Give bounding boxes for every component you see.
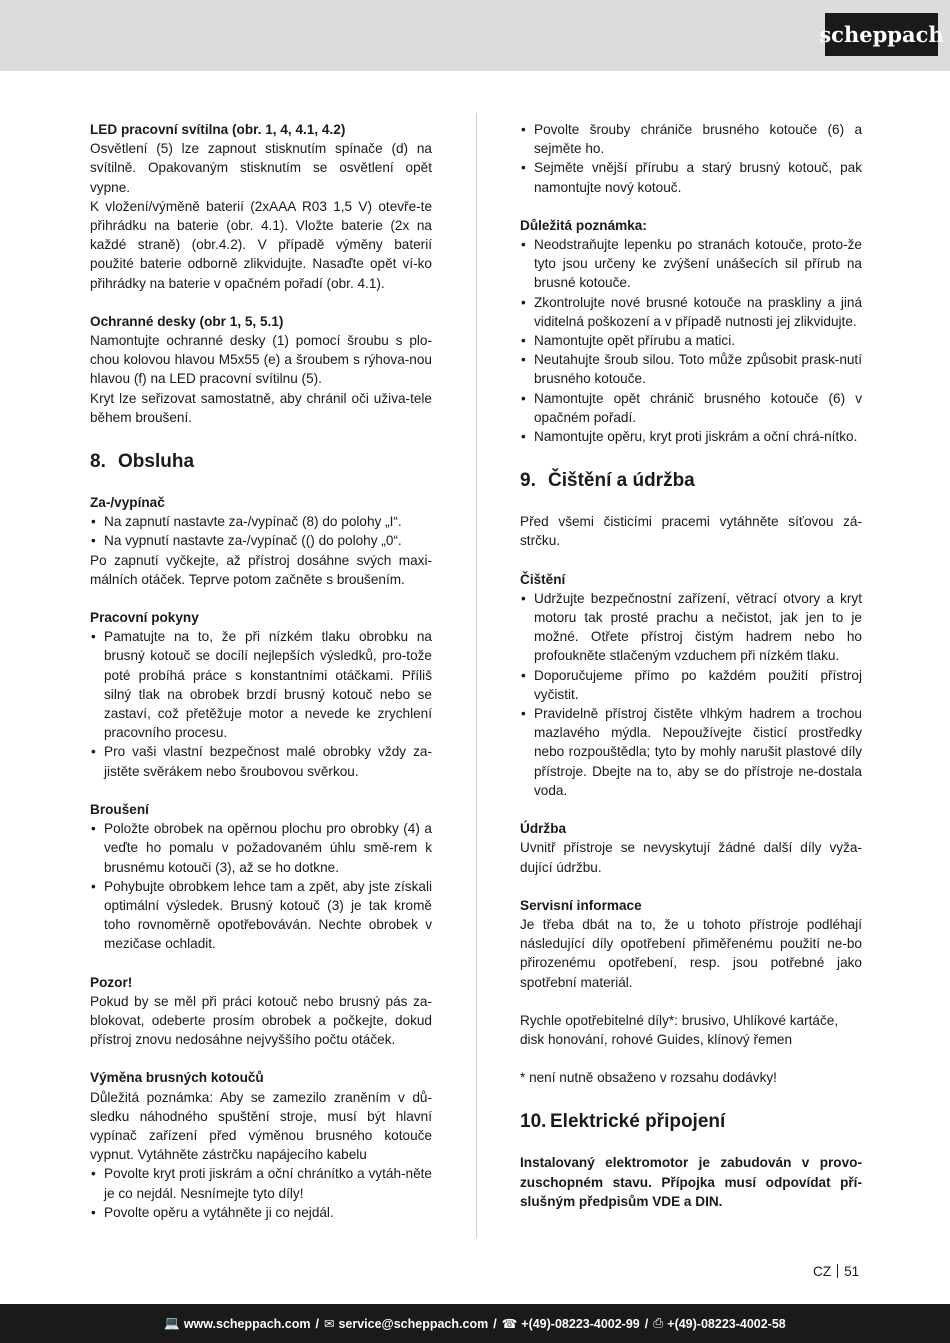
list-item: • Na vypnutí nastavte za-/vypínač (() do polohy „0“.: [90, 531, 432, 550]
list-item: • Neutahujte šroub silou. Toto může způsobit prask-nutí brusného kotouče.: [520, 350, 862, 388]
maintenance-heading: Údržba: [520, 821, 567, 837]
replace-cont-list: [520, 120, 862, 197]
caution-heading: Pozor!: [90, 974, 133, 990]
phone-icon: ☎: [501, 1317, 518, 1331]
section-9-heading: 9. Čištění a údržba: [520, 470, 695, 492]
list-item: • Povolte šrouby chrániče brusného kotouče (6) a sejměte ho.: [520, 120, 862, 158]
footer-bar: 💻 www.scheppach.com / ✉ service@scheppach.com / ☎ +(49)-08223-4002-99 / ⎙ +(49)-08223-4002-58: [0, 1304, 950, 1343]
replace-heading: Výměna brusných kotoučů: [90, 1070, 264, 1086]
switch-text: Po zapnutí vyčkejte, až přístroj dosáhne svých maxi-málních otáček. Teprve potom začněte s broušením.: [90, 552, 432, 587]
column-divider: [476, 113, 477, 1238]
list-item: • Neodstraňujte lepenku po stranách kotouče, proto-že tyto jsou určeny ke zvýšení unášecích sil přírub na brusné kotouče.: [520, 235, 862, 293]
page-number: CZ 51: [813, 1264, 860, 1279]
note-list: [520, 235, 862, 446]
cleaning-heading: Čištění: [520, 571, 566, 587]
brand-logo: scheppach: [825, 13, 938, 56]
list-item: • Pamatujte na to, že při nízkém tlaku obrobku na brusný kotouč se docílí nejlepších výsledků, pro-tože poté probíhá práce s konstantními otáčkami. Příliš silný tlak na obrobek brzdí brusný kotouč nebo se zastaví, což přetěžuje motor a nevede ke zrychlení pracovního procesu.: [90, 627, 432, 742]
guards-heading: Ochranné desky (obr 1, 5, 5.1): [90, 313, 284, 329]
note-heading: Důležitá poznámka:: [520, 217, 647, 233]
list-item: • Sejměte vnější přírubu a starý brusný kotouč, pak namontujte nový kotouč.: [520, 158, 862, 196]
list-item: • Položte obrobek na opěrnou plochu pro obrobky (4) a veďte ho pomalu v požadovaném úhlu smě-rem k brusnému kotouči (3), až se ho dotkne.: [90, 819, 432, 877]
list-item: • Povolte opěru a vytáhněte ji co nejdál.: [90, 1203, 432, 1222]
right-column: [520, 120, 862, 1211]
guards-text-1: Namontujte ochranné desky (1) pomocí šroubu s plo-chou kolovou hlavou M5x55 (e) a šroubem s rýhova-nou hlavou (f) na LED pracovní svítilnu (5).: [90, 333, 432, 387]
section-8-heading: 8. Obsluha: [90, 451, 195, 473]
led-text-2: K vložení/výměně baterií (2xAAA R03 1,5 V) otevře-te přihrádku na baterie (obr. 4.1). Vložte baterie (2x na každé straně) (obr.4.2). V případě výměny baterií použité baterie odborně zlikvidujte. Nasaďte opět ví-ko přihrádky na baterie v opačném pořadí (obr. 4.1).: [90, 198, 432, 291]
section-10-heading: 10. Elektrické připojení: [520, 1111, 726, 1133]
footer-email[interactable]: service@scheppach.com: [338, 1316, 489, 1331]
list-item: • Namontujte opět chránič brusného kotouče (6) v opačném pořadí.: [520, 389, 862, 427]
left-column: [90, 120, 432, 1222]
footer-website[interactable]: www.scheppach.com: [183, 1316, 311, 1331]
grinding-heading: Broušení: [90, 801, 149, 817]
list-item: • Namontujte opět přírubu a matici.: [520, 331, 862, 350]
led-heading: LED pracovní svítilna (obr. 1, 4, 4.1, 4.2): [90, 122, 346, 137]
work-list: [90, 627, 432, 781]
switch-heading: Za-/vypínač: [90, 495, 165, 511]
maintenance-text: Uvnitř přístroje se nevyskytují žádné další díly vyža-dující údržbu.: [520, 840, 862, 875]
switch-list: [90, 512, 432, 550]
list-item: • Udržujte bezpečnostní zařízení, větrací otvory a kryt motoru tak prosté prachu a nečistot, jak jen to je možné. Otřete přístroj čistým hadrem nebo ho profoukněte stlačeným vzduchem při nízkém tlaku.: [520, 589, 862, 666]
list-item: • Povolte kryt proti jiskrám a oční chránítko a vytáh-něte je co nejdál. Nesnímejte tyto díly!: [90, 1164, 432, 1202]
cleaning-list: [520, 589, 862, 800]
list-item: • Pravidelně přístroj čistěte vlhkým hadrem a trochou mazlavého mýdla. Nepoužívejte čisticí prostředky nebo rozpouštědla; tyto by mohly narušit plastové díly přístroje. Dbejte na to, aby se do přístroje ne-dostala voda.: [520, 704, 862, 800]
list-item: • Pohybujte obrobkem lehce tam a zpět, aby jste získali optimální výsledek. Brusný kotouč (3) je tak kromě toho rovnoměrně opotřebováván. Nechte obrobek v mezičase ochladit.: [90, 877, 432, 954]
list-item: • Namontujte opěru, kryt proti jiskrám a oční chrá-nítko.: [520, 427, 862, 446]
caution-text: Pokud by se měl při práci kotouč nebo brusný pás za-blokovat, odeberte prosím obrobek a počkejte, dokud přístroj znovu nedosáhne nejvyššího počtu otáček.: [90, 993, 432, 1048]
section-9-intro: Před všemi čisticími pracemi vytáhněte síťovou zá-strčku.: [520, 514, 862, 549]
replace-list: [90, 1164, 432, 1222]
list-item: • Doporučujeme přímo po každém použití přístroj vyčistit.: [520, 666, 862, 704]
header-band: [0, 0, 950, 71]
list-item: • Zkontrolujte nové brusné kotouče na praskliny a jiná viditelná poškození a v případě nutnosti jej zlikvidujte.: [520, 293, 862, 331]
footer-phone: +(49)-08223-4002-99: [521, 1316, 640, 1331]
list-item: • Na zapnutí nastavte za-/vypínač (8) do polohy „I“.: [90, 512, 432, 531]
led-text-1: Osvětlení (5) lze zapnout stisknutím spínače (d) na svítilně. Opakovaným stisknutím se osvětlení opět vypne.: [90, 141, 432, 195]
list-item: • Pro vaši vlastní bezpečnost malé obrobky vždy za-jistěte svěrákem nebo šroubovou svěrkou.: [90, 742, 432, 780]
footer-fax: +(49)-08223-4002-58: [667, 1316, 786, 1331]
service-text-3: * není nutně obsaženo v rozsahu dodávky!: [520, 1070, 777, 1086]
service-text-2: Rychle opotřebitelné díly*: brusivo, Uhlíkové kartáče, disk honování, rohové Guides, klínový řemen: [520, 1012, 839, 1047]
service-text-1: Je třeba dbát na to, že u tohoto přístroje podléhají následující díly opotřebení přiměřenému použití ne-bo přirozenému opotřebení, resp. jsou potřebné jako spotřební materiál.: [520, 916, 862, 990]
replace-text: Důležitá poznámka: Aby se zamezilo zraněním v dů-sledku náhodného spuštění stroje, musí být hlavní vypínač zařízení před výměnou brusného kotouče vypnut. Vytáhněte zástrčku napájecího kabelu: [90, 1089, 432, 1163]
section-10-text: Instalovaný elektromotor je zabudován v provo-zuschopném stavu. Přípojka musí odpovídat pří-slušným předpisům VDE a DIN.: [520, 1155, 862, 1209]
fax-icon: ⎙: [653, 1316, 664, 1330]
service-heading: Servisní informace: [520, 897, 642, 913]
grinding-list: [90, 819, 432, 953]
work-heading: Pracovní pokyny: [90, 610, 199, 626]
mail-icon: ✉: [323, 1317, 335, 1331]
guards-text-2: Kryt lze seřizovat samostatně, aby chránil oči uživa-tele během broušení.: [90, 390, 432, 425]
computer-icon: 💻: [164, 1316, 180, 1330]
